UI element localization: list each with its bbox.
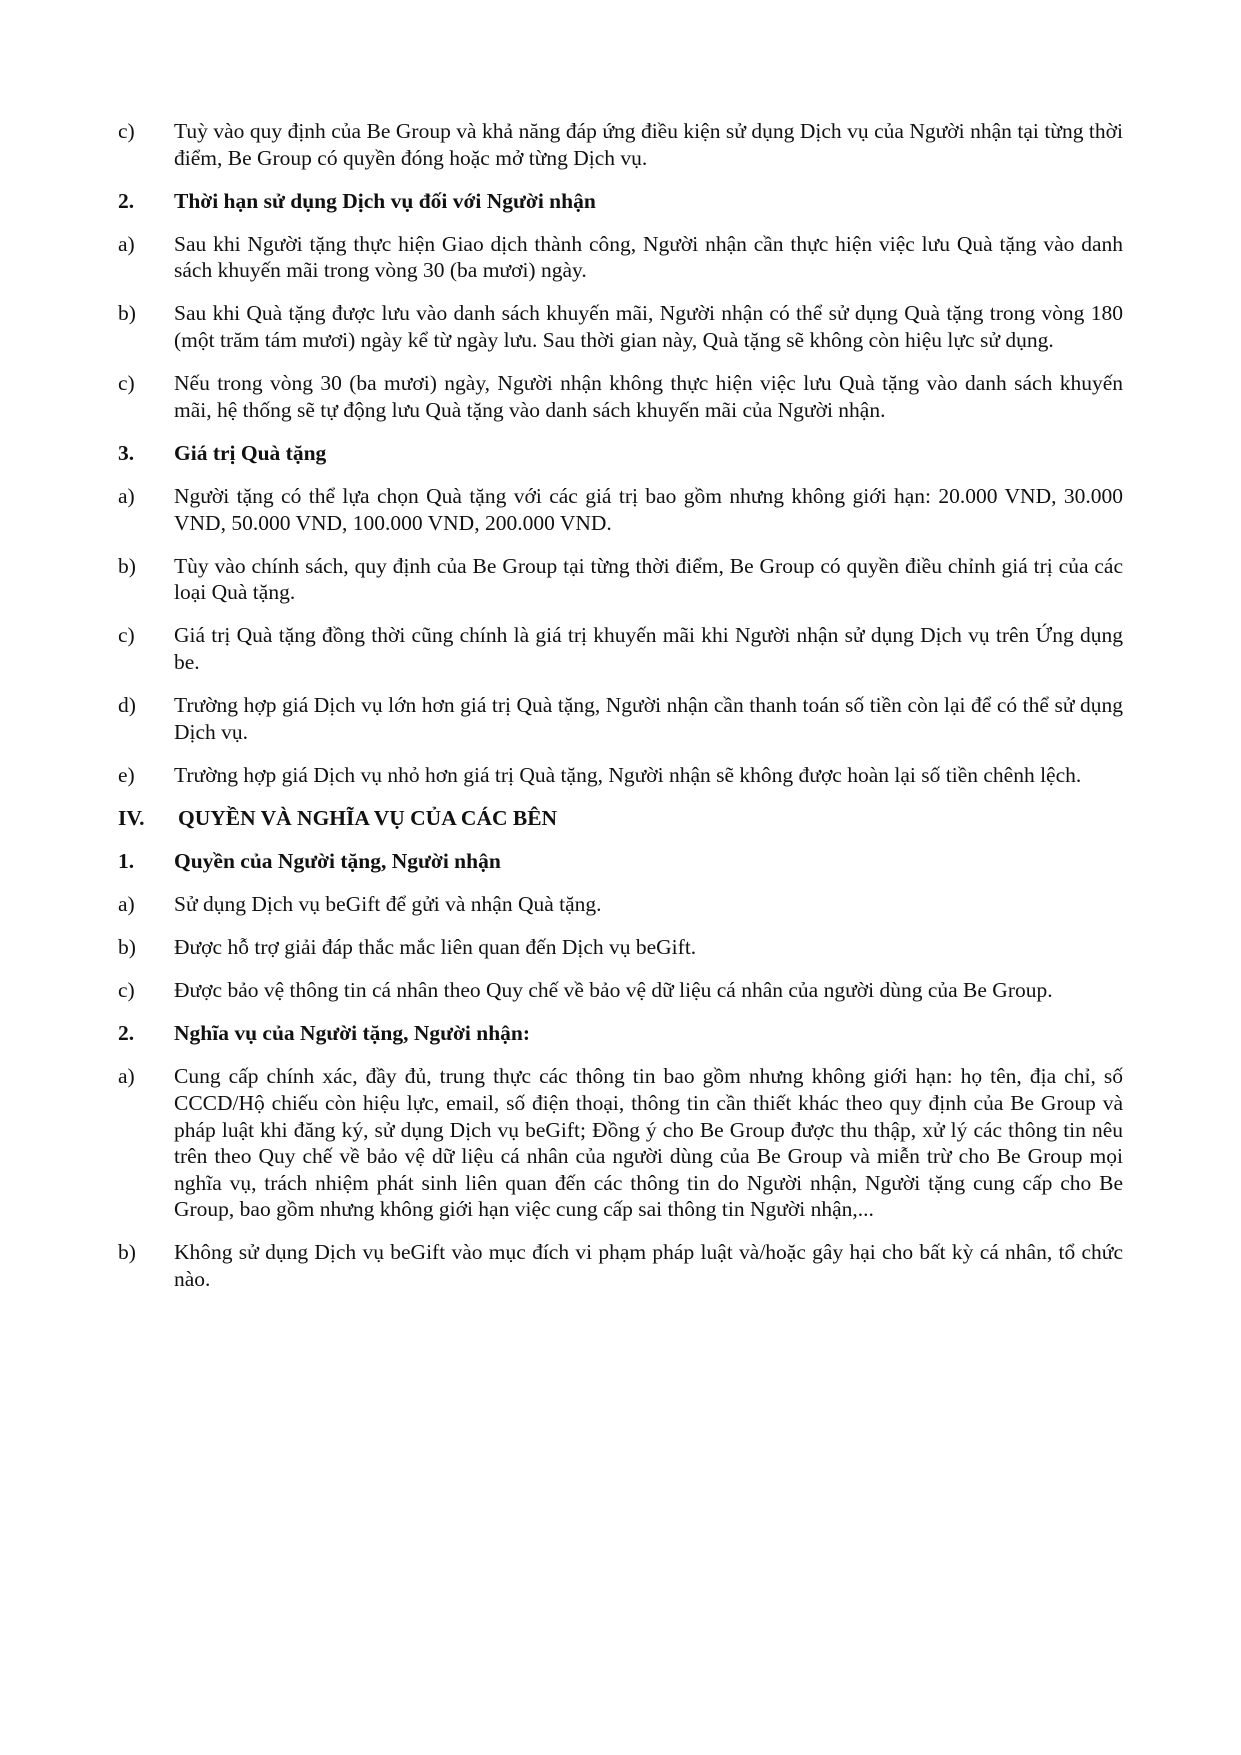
list-item-a-use-begift (118, 891, 1123, 918)
section-number: IV. (118, 805, 145, 830)
item-label: b) (118, 301, 136, 326)
list-item-c-auto-save (118, 370, 1123, 423)
list-item-e-no-refund (118, 762, 1123, 789)
item-text: Sử dụng Dịch vụ beGift để gửi và nhận Quà tặng. (174, 891, 602, 916)
heading-text: Quyền của Người tặng, Người nhận (174, 848, 501, 873)
heading-number: 3. (118, 440, 135, 465)
item-label: b) (118, 935, 136, 960)
list-item-c-data-protection (118, 977, 1123, 1004)
item-label: c) (118, 978, 135, 1003)
subsection-heading-1-rights (118, 848, 1123, 875)
document-page (118, 118, 1123, 1309)
item-label: a) (118, 1064, 135, 1089)
item-text: Sau khi Quà tặng được lưu vào danh sách khuyến mãi, Người nhận có thể sử dụng Quà tặng trong vòng 180 (một trăm tám mươi) ngày kể từ ngày lưu. Sau thời gian này, Quà tặng sẽ không còn hiệu lực sử dụng. (174, 301, 1123, 353)
list-item-b-no-violation (118, 1239, 1123, 1292)
list-item-a-provide-info (118, 1063, 1123, 1223)
item-label: c) (118, 623, 135, 648)
item-label: d) (118, 693, 136, 717)
item-text: Được bảo vệ thông tin cá nhân theo Quy chế về bảo vệ dữ liệu cá nhân của người dùng của Be Group. (174, 978, 1053, 1003)
heading-text: Thời hạn sử dụng Dịch vụ đối với Người nhận (174, 188, 596, 213)
item-text: Tuỳ vào quy định của Be Group và khả năng đáp ứng điều kiện sử dụng Dịch vụ của Người nhận tại từng thời điểm, Be Group có quyền đóng hoặc mở từng Dịch vụ. (174, 119, 1123, 170)
list-item-b-support (118, 934, 1123, 961)
subsection-heading-2-usage-period (118, 188, 1123, 215)
item-text: Tùy vào chính sách, quy định của Be Group tại từng thời điểm, Be Group có quyền điều chỉnh giá trị của các loại Quà tặng. (174, 553, 1123, 605)
heading-number: 2. (118, 1021, 135, 1046)
list-item-a-gift-values (118, 483, 1123, 536)
list-item-c-service-availability (118, 118, 1123, 171)
item-label: a) (118, 891, 135, 916)
item-text: Trường hợp giá Dịch vụ lớn hơn giá trị Quà tặng, Người nhận cần thanh toán số tiền còn lại để có thể sử dụng Dịch vụ. (174, 693, 1123, 744)
item-label: e) (118, 762, 135, 787)
item-label: c) (118, 119, 135, 143)
item-text: Nếu trong vòng 30 (ba mươi) ngày, Người nhận không thực hiện việc lưu Quà tặng vào danh sách khuyến mãi, hệ thống sẽ tự động lưu Quà tặng vào danh sách khuyến mãi của Người nhận. (174, 371, 1123, 422)
item-label: c) (118, 371, 135, 396)
list-item-d-pay-remaining (118, 692, 1123, 745)
list-item-a-save-gift (118, 231, 1123, 284)
item-text: Sau khi Người tặng thực hiện Giao dịch thành công, Người nhận cần thực hiện việc lưu Quà tặng vào danh sách khuyến mãi trong vòng 30 (ba mươi) ngày. (174, 231, 1123, 283)
subsection-heading-3-gift-value (118, 440, 1123, 467)
item-label: a) (118, 483, 135, 508)
item-text: Cung cấp chính xác, đầy đủ, trung thực các thông tin bao gồm nhưng không giới hạn: họ tên, địa chỉ, số CCCD/Hộ chiếu còn hiệu lực, email, số điện thoại, thông tin cần thiết khác theo quy định của Be Group và pháp luật khi đăng ký, sử dụng Dịch vụ beGift; Đồng ý cho Be Group được thu thập, xử lý các thông tin nêu trên theo Quy chế về bảo vệ dữ liệu cá nhân của người dùng của Be Group và miễn trừ cho Be Group mọi nghĩa vụ, trách nhiệm phát sinh liên quan đến các thông tin do Người nhận, Người tặng cung cấp cho Be Group, bao gồm nhưng không giới hạn việc cung cấp sai thông tin Người nhận,... (174, 1064, 1123, 1222)
item-text: Giá trị Quà tặng đồng thời cũng chính là giá trị khuyến mãi khi Người nhận sử dụng Dịch vụ trên Ứng dụng be. (174, 623, 1123, 674)
heading-number: 1. (118, 848, 135, 873)
item-text: Không sử dụng Dịch vụ beGift vào mục đích vi phạm pháp luật và/hoặc gây hại cho bất kỳ cá nhân, tổ chức nào. (174, 1240, 1123, 1291)
section-title: QUYỀN VÀ NGHĨA VỤ CỦA CÁC BÊN (178, 805, 558, 830)
item-text: Trường hợp giá Dịch vụ nhỏ hơn giá trị Quà tặng, Người nhận sẽ không được hoàn lại số tiền chênh lệch. (174, 762, 1082, 787)
heading-text: Nghĩa vụ của Người tặng, Người nhận: (174, 1021, 531, 1046)
list-item-b-gift-validity (118, 300, 1123, 353)
item-label: b) (118, 553, 136, 578)
item-label: a) (118, 231, 135, 256)
heading-text: Giá trị Quà tặng (174, 440, 327, 465)
item-text: Người tặng có thể lựa chọn Quà tặng với các giá trị bao gồm nhưng không giới hạn: 20.000 VND, 30.000 VND, 50.000 VND, 100.000 VND, 200.000 VND. (174, 483, 1123, 535)
list-item-c-promo-value (118, 622, 1123, 675)
heading-number: 2. (118, 188, 135, 213)
section-heading-iv-rights-obligations (118, 805, 1123, 832)
item-text: Được hỗ trợ giải đáp thắc mắc liên quan đến Dịch vụ beGift. (174, 935, 697, 960)
list-item-b-adjust-values (118, 553, 1123, 606)
subsection-heading-2-obligations (118, 1020, 1123, 1047)
item-label: b) (118, 1240, 136, 1265)
